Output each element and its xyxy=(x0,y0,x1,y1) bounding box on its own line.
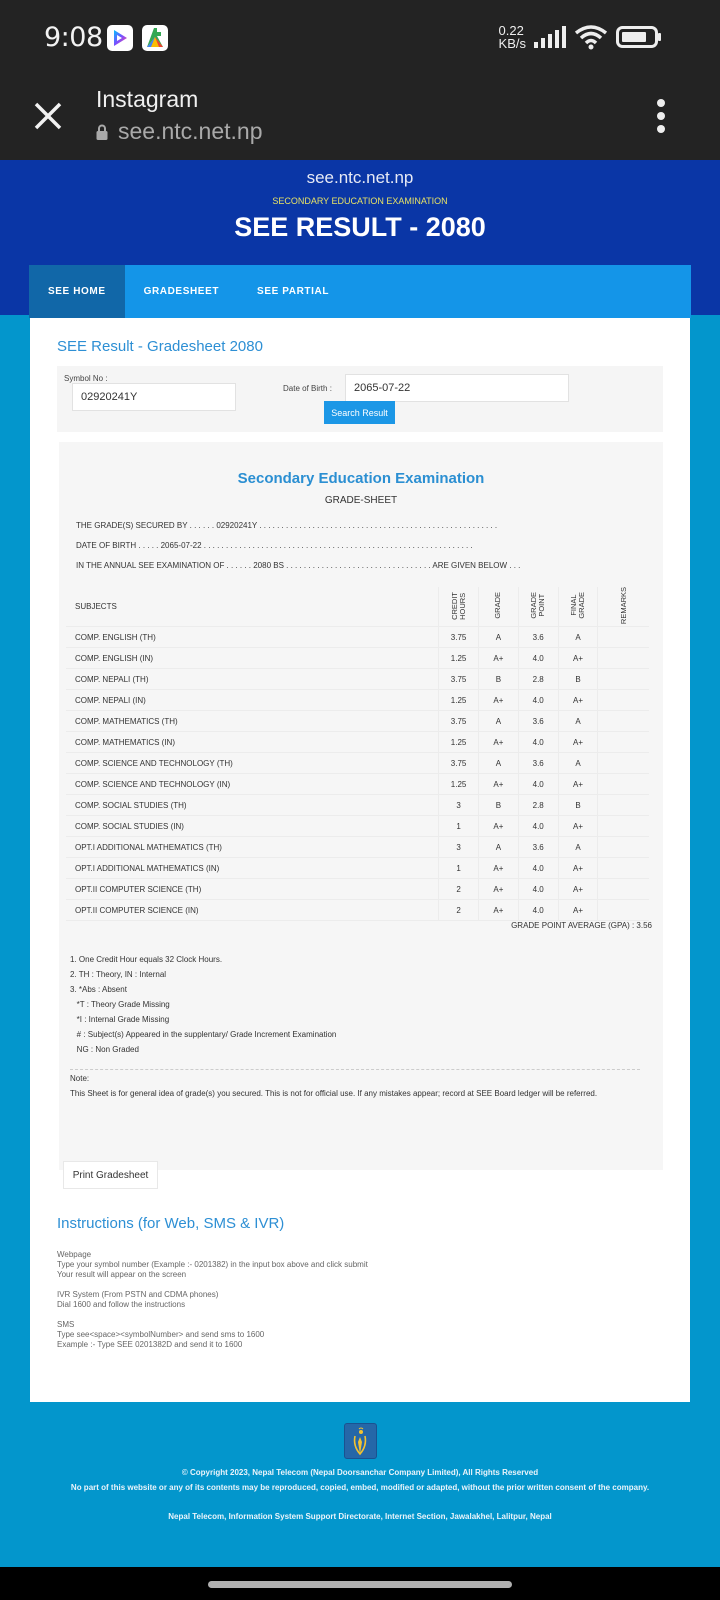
instruction-heading: Webpage xyxy=(57,1250,92,1259)
subject-cell: COMP. NEPALI (IN) xyxy=(66,690,439,711)
grade-point-cell: 3.6 xyxy=(518,837,558,858)
table-row xyxy=(66,627,649,648)
grade-cell: A+ xyxy=(478,732,518,753)
table-row xyxy=(66,669,649,690)
instruction-line: Example :- Type SEE 0201382D and send it to 1600 xyxy=(57,1340,243,1349)
subject-cell: OPT.I ADDITIONAL MATHEMATICS (IN) xyxy=(66,858,439,879)
gradesheet-title: Secondary Education Examination xyxy=(237,470,485,487)
remarks-cell xyxy=(598,627,649,648)
note-label: Note: xyxy=(70,1074,90,1083)
url-text: see.ntc.net.np xyxy=(118,118,263,144)
table-row xyxy=(66,711,649,732)
battery-icon xyxy=(616,26,662,48)
credit-cell: 3 xyxy=(439,837,479,858)
final-grade-cell: A xyxy=(558,837,598,858)
subject-cell: COMP. ENGLISH (TH) xyxy=(66,627,439,648)
instruction-line: Type your symbol number (Example :- 0201382) in the input box above and click submit xyxy=(57,1260,368,1269)
final-grade-cell: B xyxy=(558,669,598,690)
note xyxy=(70,1071,630,1101)
legend-item: 1. One Credit Hour equals 32 Clock Hours. xyxy=(70,955,223,964)
instructions xyxy=(57,1250,368,1360)
table-row xyxy=(66,648,649,669)
grade-cell: A+ xyxy=(478,858,518,879)
grade-cell: B xyxy=(478,795,518,816)
remarks-cell xyxy=(598,795,649,816)
grade-cell: A+ xyxy=(478,879,518,900)
grade-point-cell: 4.0 xyxy=(518,774,558,795)
remarks-cell xyxy=(598,900,649,921)
gradesheet xyxy=(59,442,663,1170)
site-subtitle: SECONDARY EDUCATION EXAMINATION xyxy=(272,196,448,206)
instructions-title: Instructions (for Web, SMS & IVR) xyxy=(57,1215,285,1232)
secured-by-line: THE GRADE(S) SECURED BY . . . . . . 02920241Y . . . . . . . . . . . . . . . . . . . . . . . . . . . . . . . . . . . . . . . . . . . . . . . . . . . . . . xyxy=(76,521,498,530)
nav-see-partial[interactable]: SEE PARTIAL xyxy=(257,286,330,297)
instruction-heading: SMS xyxy=(57,1320,75,1329)
grade-cell: B xyxy=(478,669,518,690)
search-form xyxy=(57,366,663,432)
status-time: 9:08 xyxy=(44,22,103,53)
remarks-cell xyxy=(598,753,649,774)
grade-point-cell: 4.0 xyxy=(518,816,558,837)
nepal-telecom-logo-icon xyxy=(344,1423,377,1459)
lock-icon xyxy=(96,124,108,140)
credit-cell: 3.75 xyxy=(439,753,479,774)
subject-cell: COMP. MATHEMATICS (IN) xyxy=(66,732,439,753)
col-grade-point: GRADE POINT xyxy=(518,587,558,627)
subject-cell: COMP. SOCIAL STUDIES (TH) xyxy=(66,795,439,816)
grade-cell: A+ xyxy=(478,774,518,795)
table-row xyxy=(66,732,649,753)
instruction-block xyxy=(57,1320,368,1350)
remarks-cell xyxy=(598,669,649,690)
final-grade-cell: A+ xyxy=(558,732,598,753)
gradesheet-subtitle: GRADE-SHEET xyxy=(324,495,398,506)
grade-cell: A+ xyxy=(478,690,518,711)
credit-cell: 1.25 xyxy=(439,774,479,795)
subject-cell: OPT.II COMPUTER SCIENCE (TH) xyxy=(66,879,439,900)
remarks-cell xyxy=(598,879,649,900)
close-icon[interactable] xyxy=(28,96,68,136)
gpa: GRADE POINT AVERAGE (GPA) : 3.56 xyxy=(511,921,652,930)
credit-cell: 3 xyxy=(439,795,479,816)
dob-line: DATE OF BIRTH . . . . . 2065-07-22 . . . . . . . . . . . . . . . . . . . . . . . . . . . . . . . . . . . . . . . . . . . . . . . . . . . . . . . . . . . . . xyxy=(76,541,473,550)
remarks-cell xyxy=(598,774,649,795)
grade-cell: A xyxy=(478,753,518,774)
instruction-line: Your result will appear on the screen xyxy=(57,1270,187,1279)
instruction-line: Dial 1600 and follow the instructions xyxy=(57,1300,186,1309)
subject-cell: OPT.II COMPUTER SCIENCE (IN) xyxy=(66,900,439,921)
table-row xyxy=(66,858,649,879)
credit-cell: 2 xyxy=(439,879,479,900)
status-bar xyxy=(0,0,720,78)
search-result-button[interactable]: Search Result xyxy=(324,401,395,424)
credit-cell: 1.25 xyxy=(439,690,479,711)
credit-cell: 1 xyxy=(439,816,479,837)
play-games-icon xyxy=(107,25,133,51)
play-services-icon xyxy=(142,25,168,51)
status-right xyxy=(499,24,662,50)
exam-line: IN THE ANNUAL SEE EXAMINATION OF . . . . . . 2080 BS . . . . . . . . . . . . . . . . . . . . . . . . . . . . . . . . . ARE GIVEN BELOW . . . xyxy=(76,561,521,570)
credit-cell: 1.25 xyxy=(439,732,479,753)
footer xyxy=(0,1402,720,1567)
net-speed-value: 0.22 xyxy=(498,23,524,38)
subject-cell: COMP. ENGLISH (IN) xyxy=(66,648,439,669)
col-credit-hours: CREDIT HOURS xyxy=(439,587,479,627)
grade-point-cell: 4.0 xyxy=(518,690,558,711)
table-row xyxy=(66,900,649,921)
grade-point-cell: 3.6 xyxy=(518,753,558,774)
subject-cell: COMP. SCIENCE AND TECHNOLOGY (IN) xyxy=(66,774,439,795)
legend-item: NG : Non Graded xyxy=(70,1045,139,1054)
divider xyxy=(70,1069,640,1070)
page-title: SEE Result - Gradesheet 2080 xyxy=(57,338,263,355)
table-row xyxy=(66,753,649,774)
copyright: © Copyright 2023, Nepal Telecom (Nepal Doorsanchar Company Limited), All Rights Reserved xyxy=(181,1468,539,1477)
final-grade-cell: A+ xyxy=(558,648,598,669)
remarks-cell xyxy=(598,837,649,858)
grade-cell: A xyxy=(478,837,518,858)
col-final-grade: FINAL GRADE xyxy=(558,587,598,627)
final-grade-cell: A+ xyxy=(558,900,598,921)
disclaimer: No part of this website or any of its contents may be reproduced, copied, embed, modified or adapted, without the prior written consent of the company. xyxy=(70,1483,650,1492)
note-text: This Sheet is for general idea of grade(s) you secured. This is not for official use. If any mistakes appear; record at SEE Board ledger will be referred. xyxy=(70,1089,598,1098)
table-row xyxy=(66,690,649,711)
remarks-cell xyxy=(598,648,649,669)
final-grade-cell: A+ xyxy=(558,858,598,879)
table-row xyxy=(66,879,649,900)
remarks-cell xyxy=(598,816,649,837)
net-speed xyxy=(499,24,526,50)
instruction-block xyxy=(57,1250,368,1280)
table-row xyxy=(66,816,649,837)
legend xyxy=(70,952,336,1057)
grade-point-cell: 4.0 xyxy=(518,900,558,921)
remarks-cell xyxy=(598,690,649,711)
grade-cell: A+ xyxy=(478,816,518,837)
credit-cell: 1.25 xyxy=(439,648,479,669)
final-grade-cell: A+ xyxy=(558,774,598,795)
final-grade-cell: A+ xyxy=(558,816,598,837)
site-domain: see.ntc.net.np xyxy=(306,168,414,187)
grade-point-cell: 4.0 xyxy=(518,732,558,753)
grade-point-cell: 2.8 xyxy=(518,795,558,816)
table-row xyxy=(66,837,649,858)
final-grade-cell: A xyxy=(558,753,598,774)
dob-input[interactable] xyxy=(345,374,569,402)
url-bar[interactable] xyxy=(96,118,263,145)
table-row xyxy=(66,774,649,795)
grade-cell: A xyxy=(478,711,518,732)
subject-cell: OPT.I ADDITIONAL MATHEMATICS (TH) xyxy=(66,837,439,858)
grade-point-cell: 3.6 xyxy=(518,627,558,648)
subject-cell: COMP. SCIENCE AND TECHNOLOGY (TH) xyxy=(66,753,439,774)
home-gesture-handle[interactable] xyxy=(208,1581,512,1588)
site-title: SEE RESULT - 2080 xyxy=(234,212,486,242)
signal-icon xyxy=(534,26,566,48)
col-subjects: SUBJECTS xyxy=(66,587,439,627)
grade-point-cell: 3.6 xyxy=(518,711,558,732)
subject-cell: COMP. MATHEMATICS (TH) xyxy=(66,711,439,732)
wifi-icon xyxy=(574,24,608,50)
legend-item: 2. TH : Theory, IN : Internal xyxy=(70,970,167,979)
credit-cell: 2 xyxy=(439,900,479,921)
custom-tab-toolbar xyxy=(0,78,720,160)
remarks-cell xyxy=(598,732,649,753)
final-grade-cell: B xyxy=(558,795,598,816)
address: Nepal Telecom, Information System Support Directorate, Internet Section, Jawalakhel, Lalitpur, Nepal xyxy=(168,1512,552,1521)
nav-gradesheet[interactable]: GRADESHEET xyxy=(143,286,220,297)
final-grade-cell: A xyxy=(558,627,598,648)
instruction-block xyxy=(57,1290,368,1310)
legend-item: 3. *Abs : Absent xyxy=(70,985,127,994)
remarks-cell xyxy=(598,711,649,732)
grade-cell: A xyxy=(478,627,518,648)
grade-cell: A+ xyxy=(478,648,518,669)
remarks-cell xyxy=(598,858,649,879)
subject-cell: COMP. SOCIAL STUDIES (IN) xyxy=(66,816,439,837)
print-gradesheet-button[interactable]: Print Gradesheet xyxy=(63,1161,158,1189)
legend-item: *T : Theory Grade Missing xyxy=(70,1000,170,1009)
main-card xyxy=(30,318,690,1402)
more-vert-icon[interactable] xyxy=(654,98,668,134)
system-nav-bar xyxy=(0,1567,720,1600)
col-remarks: REMARKS xyxy=(598,587,649,627)
tab-title: Instagram xyxy=(96,86,199,112)
credit-cell: 3.75 xyxy=(439,669,479,690)
grade-point-cell: 2.8 xyxy=(518,669,558,690)
table-row xyxy=(66,795,649,816)
table-header xyxy=(66,587,649,627)
grade-point-cell: 4.0 xyxy=(518,858,558,879)
net-speed-unit: KB/s xyxy=(498,36,526,51)
subject-cell: COMP. NEPALI (TH) xyxy=(66,669,439,690)
credit-cell: 3.75 xyxy=(439,711,479,732)
final-grade-cell: A+ xyxy=(558,879,598,900)
grades-table xyxy=(66,587,649,921)
credit-cell: 3.75 xyxy=(439,627,479,648)
grade-point-cell: 4.0 xyxy=(518,648,558,669)
nav-see-home[interactable]: SEE HOME xyxy=(29,265,125,318)
instruction-heading: IVR System (From PSTN and CDMA phones) xyxy=(57,1290,219,1299)
final-grade-cell: A xyxy=(558,711,598,732)
final-grade-cell: A+ xyxy=(558,690,598,711)
dob-label: Date of Birth : xyxy=(283,384,332,393)
symbol-input[interactable] xyxy=(72,383,236,411)
legend-item: *I : Internal Grade Missing xyxy=(70,1015,170,1024)
instruction-line: Type see<space><symbolNumber> and send sms to 1600 xyxy=(57,1330,265,1339)
credit-cell: 1 xyxy=(439,858,479,879)
legend-item: # : Subject(s) Appeared in the supplentary/ Grade Increment Examination xyxy=(70,1030,337,1039)
col-grade: GRADE xyxy=(478,587,518,627)
grade-point-cell: 4.0 xyxy=(518,879,558,900)
main-nav xyxy=(29,265,691,318)
symbol-label: Symbol No : xyxy=(64,374,108,383)
grade-cell: A+ xyxy=(478,900,518,921)
